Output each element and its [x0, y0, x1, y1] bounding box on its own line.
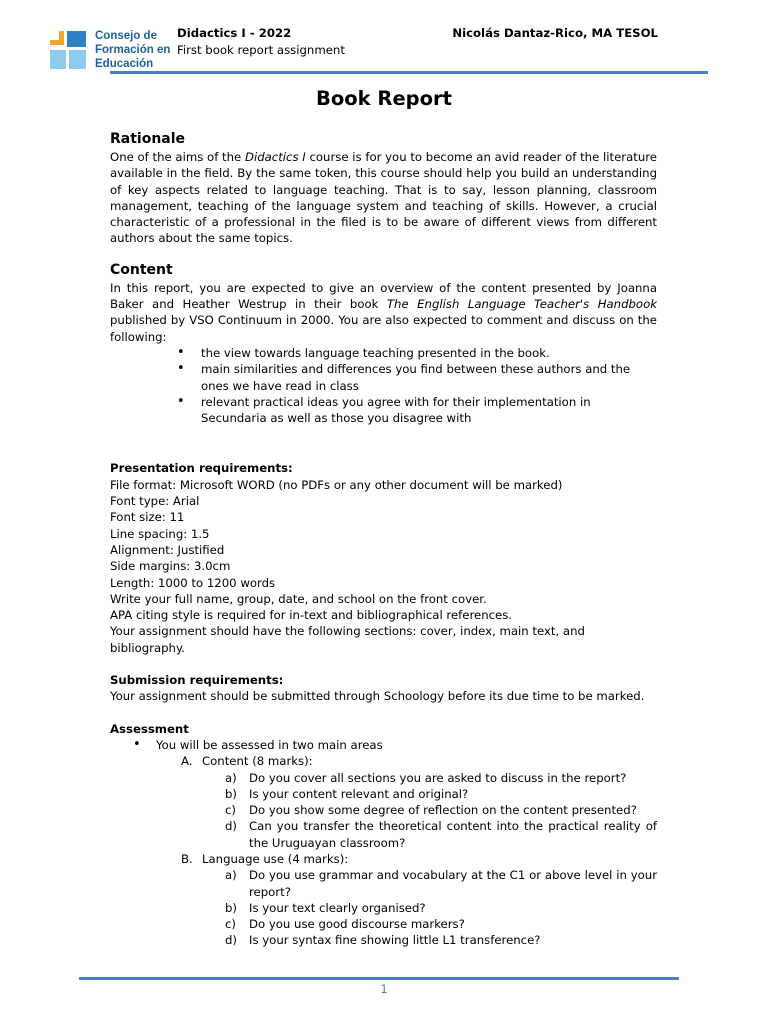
header-assignment: First book report assignment	[177, 43, 345, 57]
footer-divider	[79, 977, 679, 980]
header-divider	[110, 71, 708, 74]
assessment-intro: • You will be assessed in two main areas	[110, 737, 657, 753]
list-item: Font type: Arial	[110, 494, 200, 509]
header-course-info	[177, 25, 345, 59]
list-item: c) Do you show some degree of reflection on the content presented?	[225, 803, 637, 818]
content-heading: Content	[110, 261, 173, 278]
list-item: Write your full name, group, date, and school on the front cover.	[110, 591, 487, 606]
rationale-heading: Rationale	[110, 131, 186, 147]
list-item: b) Is your text clearly organised?	[225, 900, 426, 915]
list-item: c) Do you use good discourse markers?	[225, 917, 465, 932]
assessment-area-b: B. Language use (4 marks):	[181, 851, 349, 866]
list-item: • relevant practical ideas you agree with for their implementation in Secundaria as well as those you disagree with	[110, 394, 657, 427]
logo-line-2: Formación en	[95, 44, 171, 56]
page-title: Book Report	[316, 87, 452, 110]
header-author: Nicolás Dantaz-Rico, MA TESOL	[452, 26, 658, 40]
logo-squares-icon	[48, 29, 90, 71]
logo-text	[95, 29, 175, 71]
list-item: Line spacing: 1.5	[110, 526, 210, 541]
submission-text: Your assignment should be submitted through Schoology before its due time to be marked.	[110, 689, 645, 704]
list-item: File format: Microsoft WORD (no PDFs or any other document will be marked)	[110, 477, 563, 492]
list-item: Font size: 11	[110, 510, 185, 525]
logo-line-3: Educación	[95, 58, 154, 70]
list-item: Length: 1000 to 1200 words	[110, 575, 276, 590]
assessment-heading: Assessment	[110, 721, 189, 736]
rationale-paragraph: One of the aims of the Didactics I course is for you to become an avid reader of the literature available in the field. By the same token, this course should help you build an understanding of key aspects related to language teaching. That is to say, lesson planning, classroom management, teaching of the language system and teaching of skills. However, a crucial characteristic of a professional in the filed is to be aware of different views from different authors about the same topics.	[110, 150, 657, 246]
presentation-heading: Presentation requirements:	[110, 461, 293, 476]
submission-heading: Submission requirements:	[110, 673, 284, 688]
list-item: Side margins: 3.0cm	[110, 559, 231, 574]
list-item: a) Do you cover all sections you are asked to discuss in the report?	[225, 770, 627, 785]
logo-line-1: Consejo de	[95, 30, 157, 42]
main-content	[110, 129, 657, 949]
content-bullet-list	[110, 345, 657, 426]
list-item: APA citing style is required for in-text and bibliographical references.	[110, 608, 513, 623]
list-item: d) Can you transfer the theoretical content into the practical reality of the Uruguayan classroom?	[225, 819, 657, 850]
list-item: • main similarities and differences you find between these authors and the ones we have read in class	[110, 361, 657, 394]
assessment-area-a: A. Content (8 marks):	[181, 754, 313, 769]
list-item: d) Is your syntax fine showing little L1 transference?	[225, 933, 541, 948]
list-item: b) Is your content relevant and original?	[225, 786, 469, 801]
content-paragraph: In this report, you are expected to give an overview of the content presented by Joanna Baker and Heather Westrup in their book The English Language Teacher's Handbook published by VSO Continuum in 2000. You are also expected to comment and discuss on the following:	[110, 280, 658, 344]
header-course: Didactics I - 2022	[177, 26, 292, 40]
list-item: Your assignment should have the following sections: cover, index, main text, and bibliography.	[110, 624, 585, 655]
page-number: 1	[380, 982, 388, 996]
list-item: a) Do you use grammar and vocabulary at the C1 or above level in your report?	[225, 868, 657, 899]
list-item: Alignment: Justified	[110, 542, 225, 557]
list-item: • the view towards language teaching presented in the book.	[110, 345, 657, 361]
institution-logo	[48, 29, 173, 73]
presentation-list	[110, 477, 657, 656]
